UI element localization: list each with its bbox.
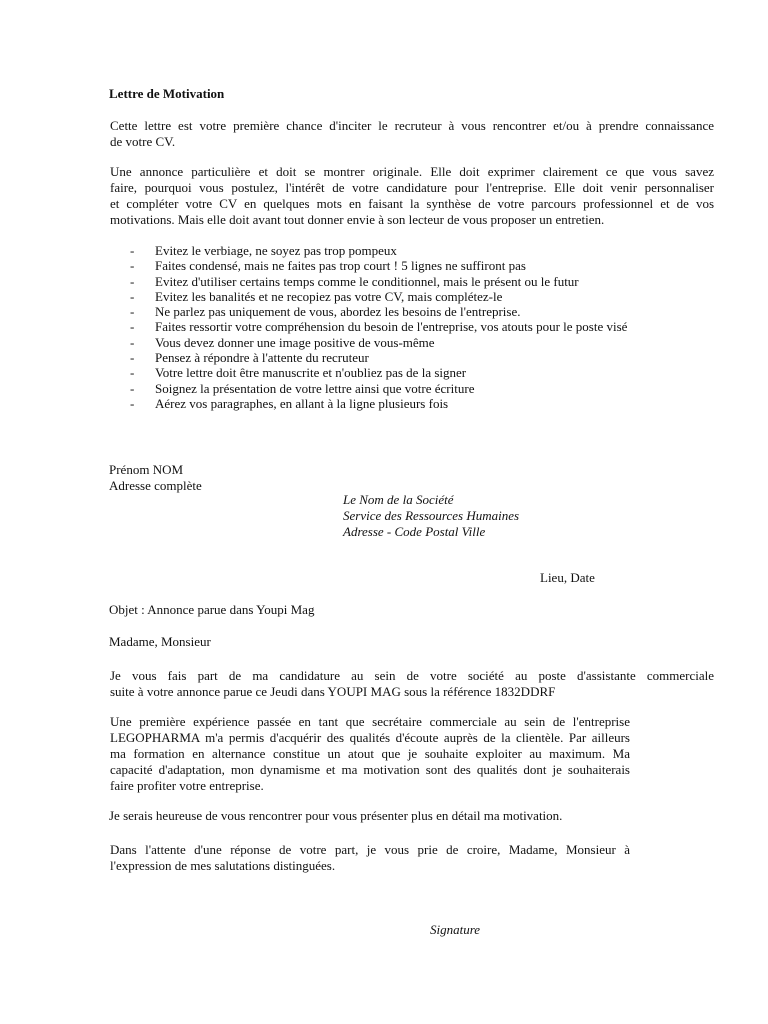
tip-item (130, 335, 627, 350)
intro-line: de votre CV. (110, 134, 176, 149)
salutation: Madame, Monsieur (109, 634, 211, 649)
tip-item (130, 289, 627, 304)
tip-text: Soignez la présentation de votre lettre ainsi que votre écriture (155, 380, 475, 396)
intro-line: Cette lettre est votre première chance d'inciter le recruteur à vous rencontrer et/ou à prendre connaissance (110, 118, 714, 133)
sender-address: Adresse complète (109, 478, 202, 493)
tip-text: Evitez le verbiage, ne soyez pas trop pompeux (155, 243, 397, 258)
document-title: Lettre de Motivation (109, 86, 225, 101)
tip-text: Evitez d'utiliser certains temps comme le conditionnel, mais le présent ou le futur (155, 273, 579, 289)
tip-text: Faites condensé, mais ne faites pas trop court ! 5 lignes ne suffiront pas (155, 258, 526, 274)
tip-item (130, 304, 627, 319)
signature: Signature (430, 922, 481, 937)
tip-text: Aérez vos paragraphes, en allant à la ligne plusieurs fois (155, 395, 449, 411)
tip-text: Pensez à répondre à l'attente du recruteur (155, 350, 369, 366)
bullet-dash: - (130, 380, 135, 396)
body-line: capacité d'adaptation, mon dynamisme et ma motivation sont des qualités dont je souhaiterais (110, 762, 630, 777)
bullet-dash: - (130, 365, 135, 381)
body-line: LEGOPHARMA m'a permis d'acquérir des qualités d'écoute auprès de la clientèle. Par ailleurs (110, 730, 630, 745)
body-paragraph-1 (110, 668, 714, 700)
closing-paragraph (110, 842, 630, 874)
tip-item (130, 350, 627, 365)
intro-paragraph (110, 118, 714, 150)
tip-text: Evitez les banalités et ne recopiez pas votre CV, mais complétez-le (155, 288, 503, 304)
advice-line: motivations. Mais elle doit avant tout donner envie à son lecteur de vous proposer un entretien. (110, 212, 605, 227)
body-line: Une première expérience passée en tant que secrétaire commerciale au sein de l'entreprise (110, 714, 630, 729)
bullet-dash: - (130, 288, 135, 304)
advice-line: faire, pourquoi vous postulez, l'intérêt de votre candidature pour l'entreprise. Elle doit venir personnaliser (110, 180, 714, 195)
bullet-dash: - (130, 334, 135, 350)
advice-line: et compléter votre CV en quelques mots en faisant la synthèse de votre parcours professionnel et de vos (110, 196, 714, 211)
bullet-dash: - (130, 350, 135, 366)
tip-item (130, 258, 627, 273)
tip-text: Votre lettre doit être manuscrite et n'oubliez pas de la signer (155, 365, 467, 381)
body-line: faire profiter votre entreprise. (110, 778, 264, 793)
sender-name: Prénom NOM (109, 462, 184, 477)
body-line: Je vous fais part de ma candidature au sein de votre société au poste d'assistante commerciale (110, 668, 714, 683)
body-line: suite à votre annonce parue ce Jeudi dans YOUPI MAG sous la référence 1832DDRF (110, 684, 556, 699)
body-paragraph-3: Je serais heureuse de vous rencontrer pour vous présenter plus en détail ma motivation. (109, 808, 563, 823)
bullet-dash: - (130, 319, 135, 335)
tip-item (130, 381, 627, 396)
bullet-dash: - (130, 243, 135, 258)
tip-item (130, 319, 627, 334)
advice-line: Une annonce particulière et doit se montrer originale. Elle doit exprimer clairement ce que vous savez (110, 164, 714, 179)
tips-list (130, 243, 627, 411)
recipient-company: Le Nom de la Société (343, 492, 454, 507)
tip-item (130, 243, 627, 258)
tip-item (130, 396, 627, 411)
tip-text: Ne parlez pas uniquement de vous, abordez les besoins de l'entreprise. (155, 304, 521, 320)
recipient-department: Service des Ressources Humaines (343, 508, 520, 523)
bullet-dash: - (130, 273, 135, 289)
closing-line: l'expression de mes salutations distinguées. (110, 858, 336, 873)
tip-text: Vous devez donner une image positive de vous-même (155, 334, 435, 350)
bullet-dash: - (130, 395, 135, 411)
closing-line: Dans l'attente d'une réponse de votre part, je vous prie de croire, Madame, Monsieur à (110, 842, 630, 857)
bullet-dash: - (130, 304, 135, 320)
bullet-dash: - (130, 258, 135, 274)
advice-paragraph (110, 164, 714, 228)
recipient-address: Adresse - Code Postal Ville (343, 524, 486, 539)
body-line: ma formation en alternance constitue un atout que je souhaite exploiter au maximum. Ma (110, 746, 630, 761)
tip-item (130, 365, 627, 380)
tip-item (130, 274, 627, 289)
letter-subject: Objet : Annonce parue dans Youpi Mag (109, 602, 315, 617)
body-paragraph-2 (110, 714, 630, 794)
place-date: Lieu, Date (540, 570, 595, 585)
tip-text: Faites ressortir votre compréhension du besoin de l'entreprise, vos atouts pour le poste visé (155, 319, 628, 335)
